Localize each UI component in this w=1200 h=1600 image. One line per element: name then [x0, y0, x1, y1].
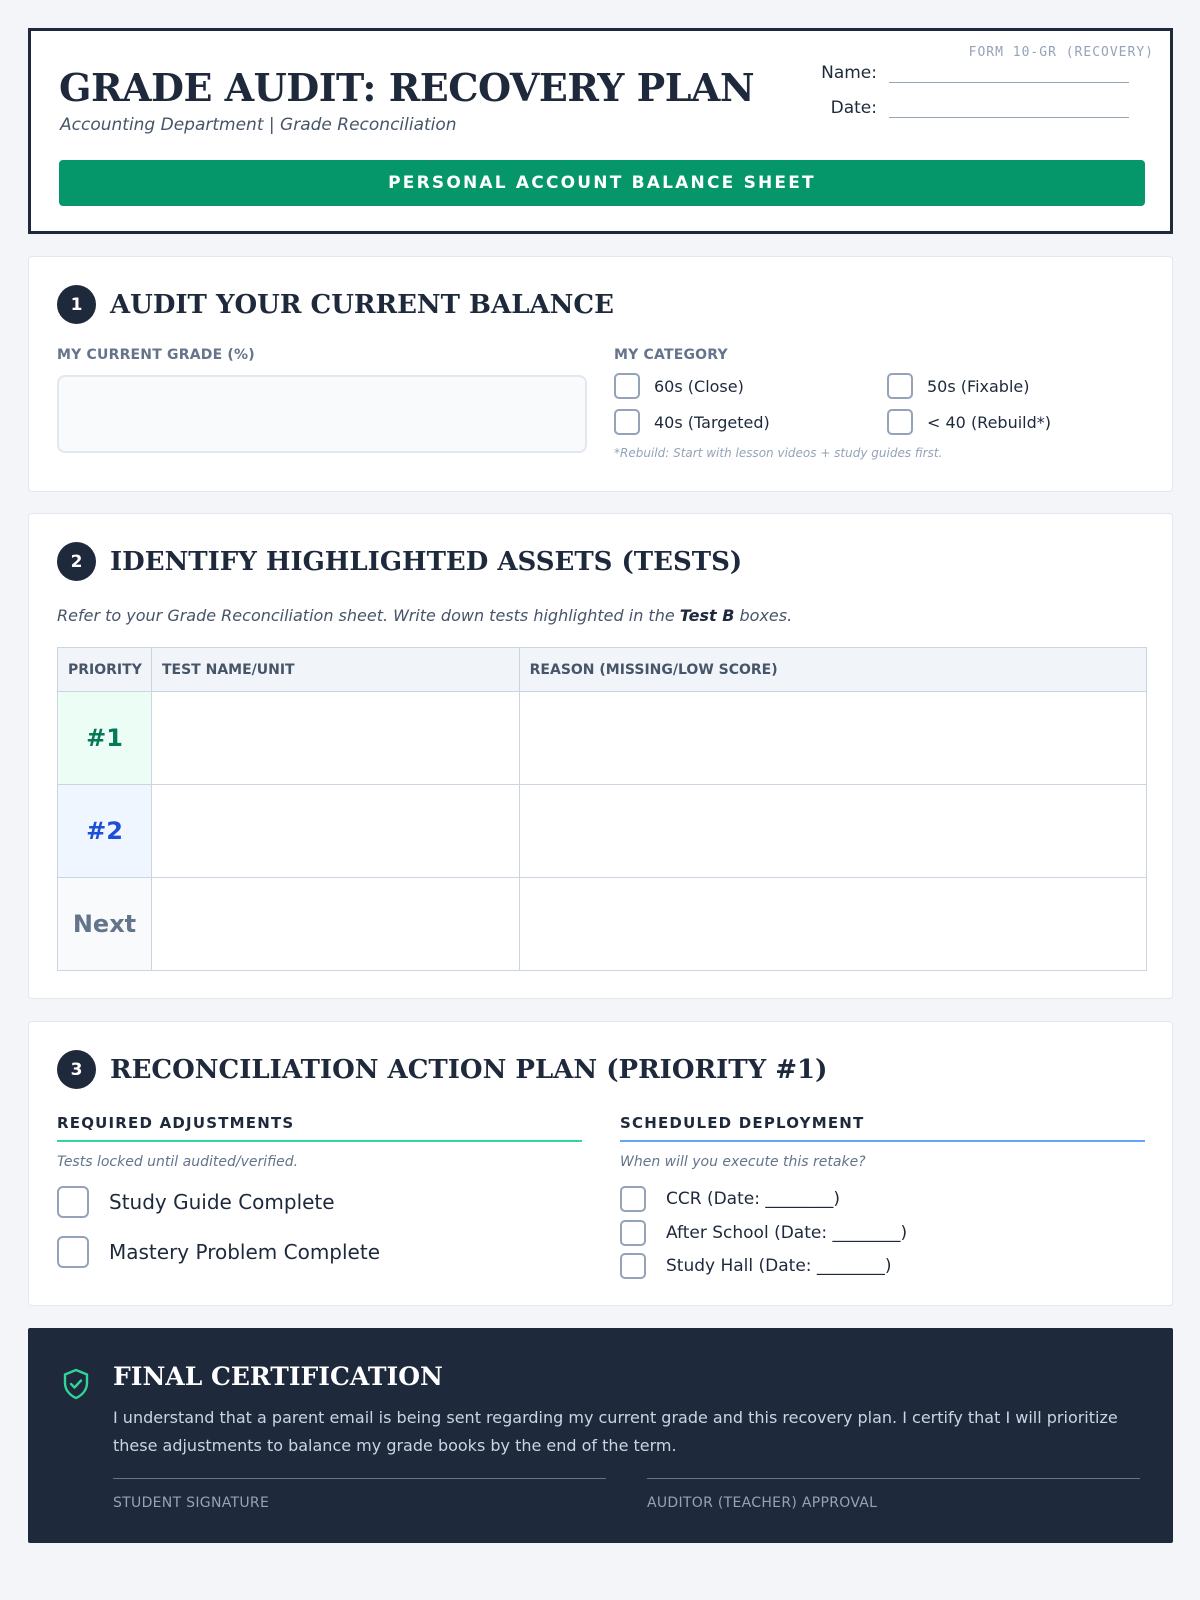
category-option-label: 40s (Targeted): [654, 412, 770, 432]
priority-cell: #2: [58, 785, 152, 878]
priority-cell: Next: [58, 878, 152, 971]
scheduled-deployment-header: SCHEDULED DEPLOYMENT: [620, 1114, 1145, 1142]
page-title: GRADE AUDIT: RECOVERY PLAN: [59, 65, 755, 110]
category-checkbox[interactable]: [614, 373, 640, 399]
date-label: Date:: [830, 98, 877, 118]
category-option-label: 60s (Close): [654, 376, 744, 396]
category-option-label: < 40 (Rebuild*): [927, 412, 1052, 432]
instruction-emphasis: Test B: [679, 606, 735, 625]
section-highlighted-assets: [28, 513, 1173, 999]
teacher-approval-line[interactable]: [647, 1478, 1140, 1479]
adjustment-checkbox[interactable]: [57, 1236, 89, 1268]
section-action-plan: [28, 1021, 1173, 1306]
adjustment-mastery-problem[interactable]: [57, 1236, 380, 1268]
reason-cell[interactable]: [519, 785, 1146, 878]
test-name-cell[interactable]: [151, 692, 519, 785]
name-label: Name:: [821, 63, 877, 83]
deployment-label: Study Hall (Date: ________): [666, 1256, 892, 1276]
deployment-label: After School (Date: ________): [666, 1223, 908, 1243]
category-option-label: 50s (Fixable): [927, 376, 1030, 396]
final-certification: [28, 1328, 1173, 1543]
name-field-row: [821, 63, 1129, 83]
adjustment-study-guide[interactable]: [57, 1186, 335, 1218]
column-header-test: TEST NAME/UNIT: [151, 648, 519, 692]
certification-text: I understand that a parent email is being sent regarding my current grade and this recovery plan. I certify that I will prioritize these adjustments to balance my grade books by the end of the term.: [113, 1408, 1118, 1455]
date-field-row: [821, 98, 1129, 118]
deployment-checkbox[interactable]: [620, 1253, 646, 1279]
deployment-checkbox[interactable]: [620, 1186, 646, 1212]
page-subtitle: Accounting Department | Grade Reconciliation: [60, 115, 457, 135]
certification-title: FINAL CERTIFICATION: [113, 1362, 443, 1391]
category-option-50s[interactable]: [887, 373, 1029, 399]
category-option-40s[interactable]: [614, 409, 770, 435]
section-1-title: AUDIT YOUR CURRENT BALANCE: [110, 289, 614, 320]
current-grade-label: MY CURRENT GRADE (%): [57, 347, 255, 363]
section-audit-balance: [28, 256, 1173, 492]
test-name-cell[interactable]: [151, 785, 519, 878]
deployment-note: When will you execute this retake?: [620, 1154, 866, 1170]
section-3-heading: [57, 1050, 827, 1089]
test-name-cell[interactable]: [151, 878, 519, 971]
adjustments-note: Tests locked until audited/verified.: [57, 1154, 299, 1170]
section-1-number: 1: [57, 285, 96, 324]
section-1-heading: [57, 285, 614, 324]
priority-cell: #1: [58, 692, 152, 785]
tests-table: [57, 647, 1147, 971]
adjustment-checkbox[interactable]: [57, 1186, 89, 1218]
deployment-after-school[interactable]: [620, 1220, 907, 1246]
deployment-study-hall[interactable]: [620, 1253, 892, 1279]
section-2-heading: [57, 542, 742, 581]
section-2-number: 2: [57, 542, 96, 581]
category-checkbox[interactable]: [614, 409, 640, 435]
column-header-reason: REASON (MISSING/LOW SCORE): [519, 648, 1146, 692]
rebuild-note: *Rebuild: Start with lesson videos + study guides first.: [614, 446, 943, 460]
student-signature-line[interactable]: [113, 1478, 606, 1479]
table-row: [58, 878, 1147, 971]
form-header: [28, 28, 1173, 234]
student-signature-label: STUDENT SIGNATURE: [113, 1495, 270, 1511]
adjustment-label: Study Guide Complete: [109, 1190, 335, 1214]
category-checkbox[interactable]: [887, 373, 913, 399]
deployment-checkbox[interactable]: [620, 1220, 646, 1246]
teacher-approval-label: AUDITOR (TEACHER) APPROVAL: [647, 1495, 878, 1511]
current-grade-input[interactable]: [57, 375, 587, 453]
category-checkbox[interactable]: [887, 409, 913, 435]
name-field[interactable]: [889, 67, 1129, 83]
date-field[interactable]: [889, 102, 1129, 118]
table-header-row: [58, 648, 1147, 692]
reason-cell[interactable]: [519, 878, 1146, 971]
deployment-label: CCR (Date: ________): [666, 1189, 840, 1209]
category-label: MY CATEGORY: [614, 347, 728, 363]
shield-check-icon: [62, 1368, 90, 1404]
form-code: FORM 10-GR (RECOVERY): [968, 45, 1154, 60]
balance-sheet-banner: PERSONAL ACCOUNT BALANCE SHEET: [59, 160, 1145, 206]
section-3-title: RECONCILIATION ACTION PLAN (PRIORITY #1): [110, 1054, 828, 1085]
table-row: [58, 785, 1147, 878]
section-2-instruction: Refer to your Grade Reconciliation sheet. Write down tests highlighted in the Test B boxes.: [57, 606, 793, 625]
table-row: [58, 692, 1147, 785]
deployment-ccr[interactable]: [620, 1186, 840, 1212]
column-header-priority: PRIORITY: [58, 648, 152, 692]
category-option-60s[interactable]: [614, 373, 744, 399]
category-option-under-40[interactable]: [887, 409, 1051, 435]
section-2-title: IDENTIFY HIGHLIGHTED ASSETS (TESTS): [110, 546, 743, 577]
section-3-number: 3: [57, 1050, 96, 1089]
adjustment-label: Mastery Problem Complete: [109, 1240, 381, 1264]
reason-cell[interactable]: [519, 692, 1146, 785]
required-adjustments-header: REQUIRED ADJUSTMENTS: [57, 1114, 582, 1142]
